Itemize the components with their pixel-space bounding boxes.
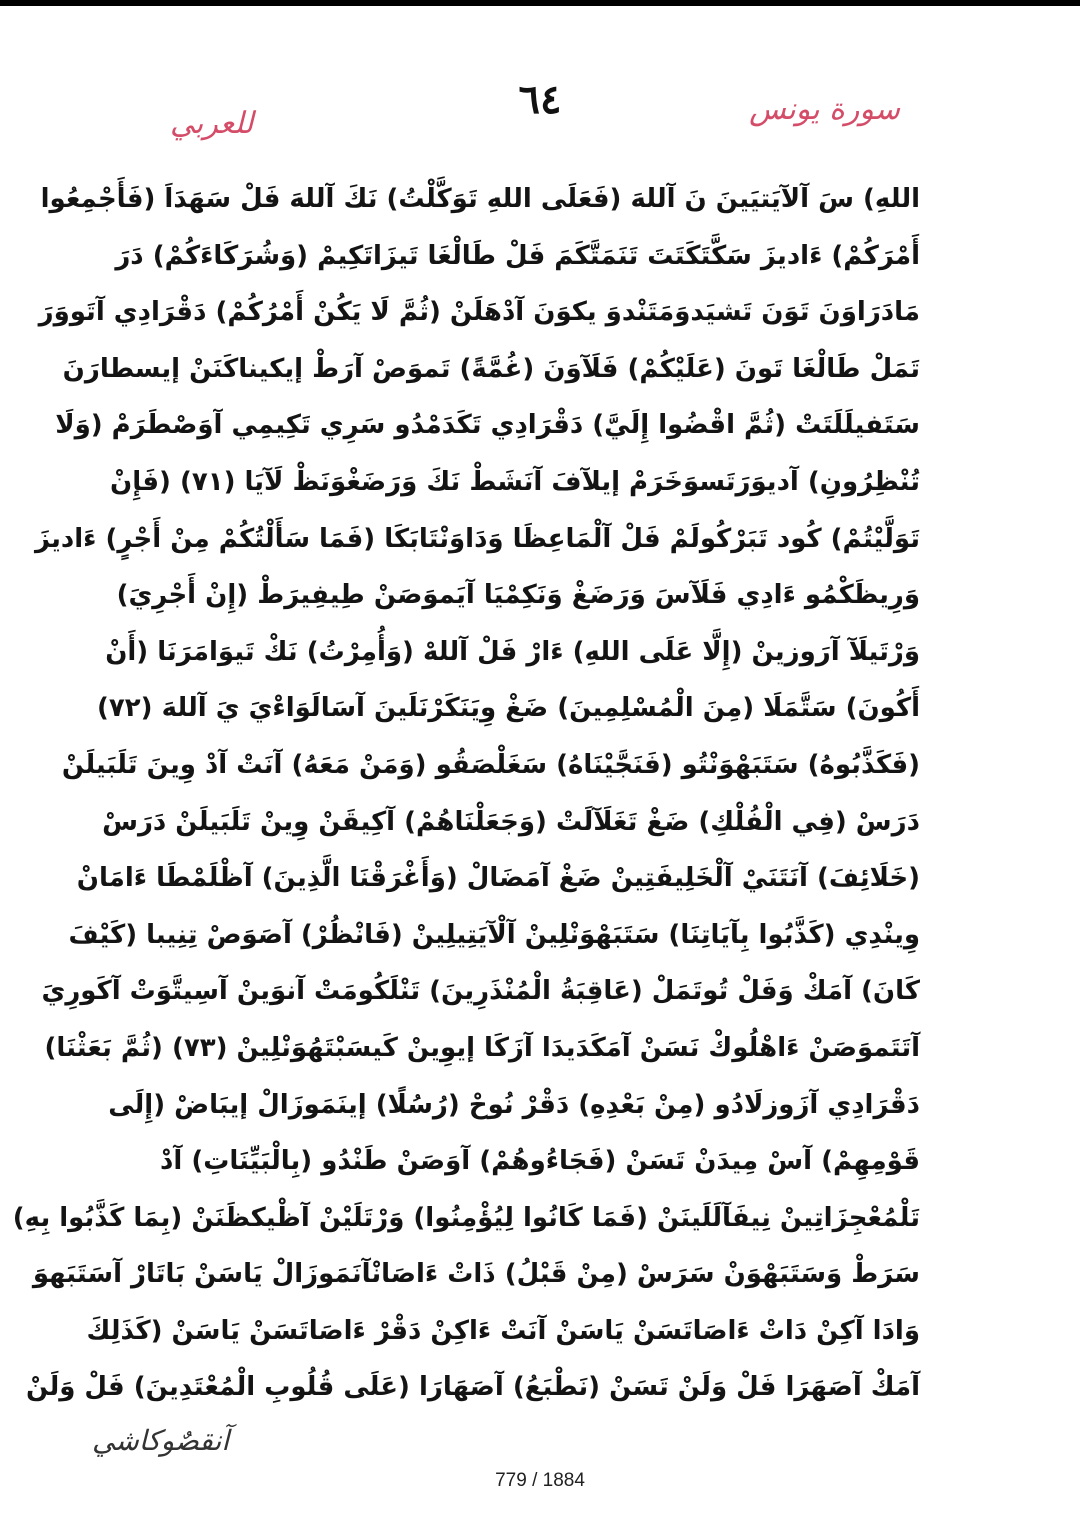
page-counter: 779 / 1884 bbox=[495, 1470, 585, 1491]
text-line: تَمَلْ طَالْغَا تَونَ (عَلَيْكُمْ) فَلَآوَنَ (غُمَّةً) تَموَصْ آرَطْ إيكيناكَنَنْ إيسطارَنَ bbox=[62, 353, 920, 384]
text-line: وَرْتَيلَآ آرَوزينْ (إِلَّا عَلَى اللهِ) ءَارْ فَلْ آللهْ (وَأُمِرْتُ) نَكْ تَيوَامَرَنَا (أَنْ bbox=[105, 636, 920, 667]
text-line: وَرِيظَكْمُو ءَادِي فَلَآسَ وَرَضَغْ وَنَكِمْيَا آيَموَصَنْ طِيفِيرَطْ (إِنْ أَجْرِيَ) bbox=[116, 580, 920, 611]
text-line: (خَلَائِفَ) آنَتَنَيْ آلْخَلِيفَتِينْ ضَغْ آمَضَالْ (وَأَغْرَقْنَا الَّذِينَ) آظْلَمْطَا ءَامَانْ bbox=[76, 863, 920, 894]
margin-annotation: للعربي bbox=[170, 106, 254, 141]
text-line: أَمْرَكُمْ) ءَاديزَ سَكَّتَكَتَتَ تَنَمَتَّكَمَ فَلْ طَالْغَا تَيزَاتَكِيمْ (وَشُرَكَاءَكُمْ) دَرَ bbox=[115, 240, 920, 271]
text-line: تَلْمُعْجِزَاتِينْ نِيفَآلَلَينَنْ (فَمَا كَانُوا لِيُؤْمِنُوا) وَرْتَلَيْنْ آظْيكظَنَنْ (بِمَا كَذَّبُوا بِهِ) bbox=[12, 1202, 920, 1233]
text-line: تُنْظِرُونِ) آديوَرَتَسوَخَرَمْ إيلآفَ آنَشَطْ نَكَ وَرَضَغْوَنَظْ لَآيَا (٧١) (فَإِنْ bbox=[110, 466, 920, 497]
text-line: كَانَ) آمَكْ وَفَلْ تُوتَمَلْ (عَاقِبَةُ الْمُنْذَرِينَ) تَنْلَكُومَتْ آنوَينْ آسِيتَّوَتْ آكَورِيَ bbox=[41, 976, 920, 1007]
text-line: وِينْدِي (كَذَّبُوا بِآيَاتِنَا) سَتَبَهْوَنْلِينْ آلْآيَتِيلِينْ (فَانْظُرْ) آصَوَصْ تِنِيبا (كَيْفَ bbox=[68, 919, 920, 950]
scanned-page bbox=[0, 6, 1080, 1528]
text-line: قَوْمِهِمْ) آسْ مِيدَنْ تَسَنْ (فَجَاءُوهُمْ) آوَصَنْ طَنْدُو (بِالْبَيِّنَاتِ) آدْ bbox=[160, 1146, 920, 1177]
surah-title-annotation: سورة يونس bbox=[749, 92, 900, 127]
text-line: آمَكْ آصَهَرَا فَلْ وَلَنْ تَسَنْ (نَطْبَعُ) آصَهَارَا (عَلَى قُلُوبِ الْمُعْتَدِينَ) فَلْ وَلَنْ bbox=[26, 1372, 920, 1403]
text-line: سَتَفيلَلَتَتْ (ثُمَّ اقْضُوا إِلَيَّ) دَقْرَادِي تَكَدَمْدُو سَرِي تَكِيمِي آوَصْطَرَمْ (وَلَا bbox=[55, 410, 920, 441]
text-line: (فَكَذَّبُوهُ) سَتَبَهْوَنْتُو (فَنَجَّيْنَاهُ) سَغَلْصَقُو (وَمَنْ مَعَهُ) آنَتْ آدْ وِينَ تَلَبَيلَنْ bbox=[61, 749, 920, 780]
text-line: مَادَرَاوَنَ تَوَنَ تَشيَدوَمَتَنْدوَ يكوَنَ آدْهَلَنْ (ثُمَّ لَا يَكُنْ أَمْرُكُمْ) دَقْرَادِي آتَووَرَ bbox=[38, 297, 920, 328]
page-text-body bbox=[12, 171, 920, 1416]
catchword: آنقصٌوكاشي bbox=[92, 1424, 230, 1457]
text-line: أَكُونَ) سَتَّمَلَا (مِنَ الْمُسْلِمِينَ) ضَغْ وِيَنَكَرْنَلَينَ آسَالَوَاءْيَ يَ آللهَ (٧٢) bbox=[97, 693, 920, 724]
text-line: اللهِ) سَ آلآيَتيَينَ نَ آللهَ (فَعَلَى اللهِ تَوَكَّلْتُ) نَكَ آللهَ فَلْ سَهَدَاَ (فَأَجْمِعُوا bbox=[40, 184, 920, 214]
text-line: تَوَلَّيْتُمْ) كُود تَبَرْكُولَمْ فَلْ آلْمَاعِظَا وَدَاوَنْتَابَكَا (فَمَا سَأَلْتُكُمْ مِنْ أَجْرٍ) ءَاديزَ bbox=[34, 523, 920, 554]
text-line: آتَتَموَصَنْ ءَاهْلُوكْ نَسَنْ آمَكَدَيدَا آزَكَا إيوِينْ كَيسَبْتَهُوَنْلِينْ (٧٣) (ثُمَّ بَعَثْنَا) bbox=[44, 1032, 920, 1063]
text-line: وَادَا آكِنْ دَاتْ ءَاصَاتَسَنْ يَاسَنْ آنَتْ ءَاكِنْ دَقْرْ ءَاصَاتَسَنْ يَاسَنْ (كَذَلِكَ bbox=[86, 1315, 920, 1346]
text-line: دَرَسْ (فِي الْفُلْكِ) ضَغْ تَغَلَآلَتْ (وَجَعَلْنَاهُمْ) آكِيقَنْ وِينْ تَلَبَيلَنْ دَرَسْ bbox=[102, 806, 920, 837]
text-line: سَرَطْ وَسَتَبَهْوَنْ سَرَسْ (مِنْ قَبْلُ) ذَاتْ ءَاصَانْآنَمَوزَالْ يَاسَنْ بَاتَارْ آسَتَبَهوَ bbox=[32, 1259, 920, 1290]
text-line: دَقْرَادِي آزَوزلَادُو (مِنْ بَعْدِهِ) دَقْرْ نُوحْ (رُسُلًا) إينَمَوزَالْ إيبَاضْ (إِلَى bbox=[108, 1089, 920, 1120]
page-number: ٦٤ bbox=[518, 76, 562, 123]
